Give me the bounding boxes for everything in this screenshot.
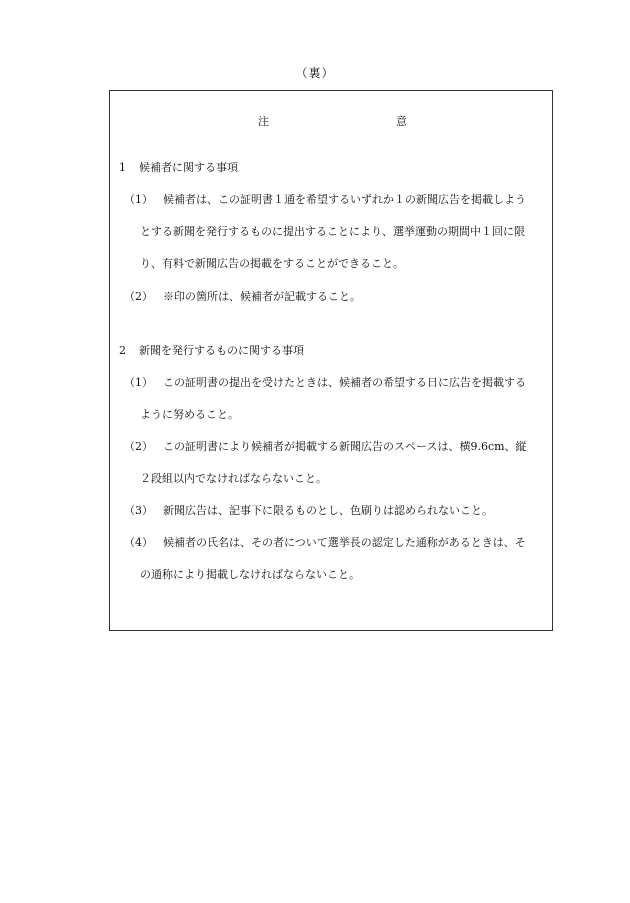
item-line: の通称により掲載しなければならないこと。 — [140, 568, 360, 581]
notes-title-char-2: 意 — [396, 115, 407, 128]
section-2-heading — [119, 342, 304, 358]
item-line: この証明書により候補者が掲載する新聞広告のスペースは、横9.6cm、縦 — [163, 440, 527, 453]
item-line: とする新聞を発行するものに提出することにより、選挙運動の期間中１回に限 — [140, 225, 525, 238]
section-2-number: 2 — [119, 344, 126, 357]
section-2-heading-text: 新聞を発行するものに関する事項 — [139, 344, 304, 357]
notes-title-char-1: 注 — [258, 115, 269, 128]
section-1-number: 1 — [119, 161, 126, 174]
section-1-heading — [119, 159, 238, 175]
item-number: （1） — [124, 376, 153, 389]
notes-title — [110, 113, 552, 129]
item-number: （4） — [124, 536, 153, 549]
item-number: （2） — [124, 440, 153, 453]
item-line: 候補者の氏名は、その者について選挙長の認定した通称があるときは、そ — [163, 536, 526, 549]
item-line: ※印の箇所は、候補者が記載すること。 — [163, 290, 361, 303]
item-number: （2） — [124, 290, 153, 303]
item-line: この証明書の提出を受けたときは、候補者の希望する日に広告を掲載する — [163, 376, 526, 389]
item-line: 新聞広告は、記事下に限るものとし、色刷りは認められないこと。 — [163, 504, 493, 517]
item-line: 候補者は、この証明書１通を希望するいずれか１の新聞広告を掲載しよう — [163, 193, 526, 206]
item-number: （3） — [124, 504, 153, 517]
item-line: り、有料で新聞広告の掲載をすることができること。 — [140, 257, 404, 270]
item-number: （1） — [124, 193, 153, 206]
item-line: ように努めること。 — [140, 408, 239, 421]
page-header: （裏） — [295, 66, 335, 80]
notes-box — [109, 90, 553, 631]
section-1-heading-text: 候補者に関する事項 — [139, 161, 238, 174]
item-line: ２段組以内でなければならないこと。 — [140, 472, 327, 485]
